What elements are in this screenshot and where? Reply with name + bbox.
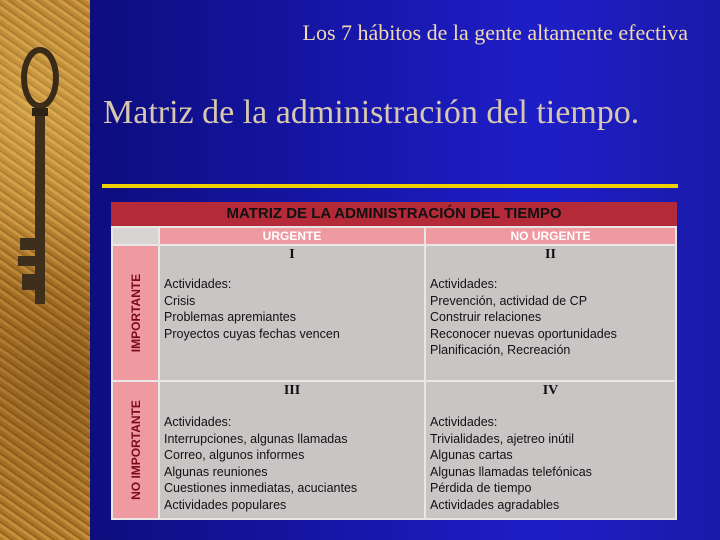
quadrant-4 bbox=[426, 382, 675, 518]
list-item: Reconocer nuevas oportunidades bbox=[430, 326, 617, 341]
list-item: Actividades: bbox=[430, 415, 498, 429]
quadrant-numeral: III bbox=[283, 383, 301, 398]
quadrant-numeral: IV bbox=[542, 383, 559, 398]
row-header-no-importante-label: NO IMPORTANTE bbox=[128, 400, 143, 500]
matrix-title: MATRIZ DE LA ADMINISTRACIÓN DEL TIEMPO bbox=[111, 202, 677, 226]
list-item: Actividades: bbox=[164, 277, 232, 291]
list-item: Construir relaciones bbox=[430, 310, 542, 324]
list-item: Actividades: bbox=[164, 415, 232, 429]
list-item: Proyectos cuyas fechas vencen bbox=[164, 326, 340, 341]
quadrant-numeral: II bbox=[545, 247, 556, 262]
list-item: Actividades: bbox=[430, 277, 498, 291]
list-item: Interrupciones, algunas llamadas bbox=[164, 431, 348, 446]
column-header-urgente: URGENTE bbox=[160, 228, 424, 244]
decorative-texture-strip bbox=[0, 0, 90, 540]
list-item: Trivialidades, ajetreo inútil bbox=[430, 431, 575, 446]
row-header-importante bbox=[113, 246, 158, 380]
list-item: Crisis bbox=[164, 293, 196, 308]
quadrant-1 bbox=[160, 246, 424, 380]
list-item: Actividades populares bbox=[164, 497, 287, 512]
row-header-importante-label: IMPORTANTE bbox=[128, 273, 143, 353]
matrix-corner bbox=[113, 228, 158, 244]
list-item: Correo, algunos informes bbox=[164, 448, 305, 462]
quadrant-numeral: I bbox=[289, 247, 295, 262]
list-item: Cuestiones inmediatas, acuciantes bbox=[164, 481, 358, 495]
key-image bbox=[4, 38, 74, 338]
row-header-no-importante bbox=[113, 382, 158, 518]
list-item: Prevención, actividad de CP bbox=[430, 293, 588, 308]
title-underline bbox=[102, 184, 678, 188]
list-item: Algunas reuniones bbox=[164, 464, 268, 479]
list-item: Algunas llamadas telefónicas bbox=[430, 464, 592, 479]
list-item: Pérdida de tiempo bbox=[430, 481, 532, 495]
list-item: Algunas cartas bbox=[430, 448, 513, 462]
list-item: Planificación, Recreación bbox=[430, 343, 571, 357]
time-management-matrix bbox=[111, 202, 677, 520]
quadrant-3 bbox=[160, 382, 424, 518]
slide-header: Los 7 hábitos de la gente altamente efectiva bbox=[302, 20, 688, 45]
list-item: Actividades agradables bbox=[430, 497, 560, 512]
list-item: Problemas apremiantes bbox=[164, 310, 297, 324]
column-header-no-urgente: NO URGENTE bbox=[426, 228, 675, 244]
quadrant-2 bbox=[426, 246, 675, 380]
slide-title: Matriz de la administración del tiempo. bbox=[103, 94, 640, 131]
